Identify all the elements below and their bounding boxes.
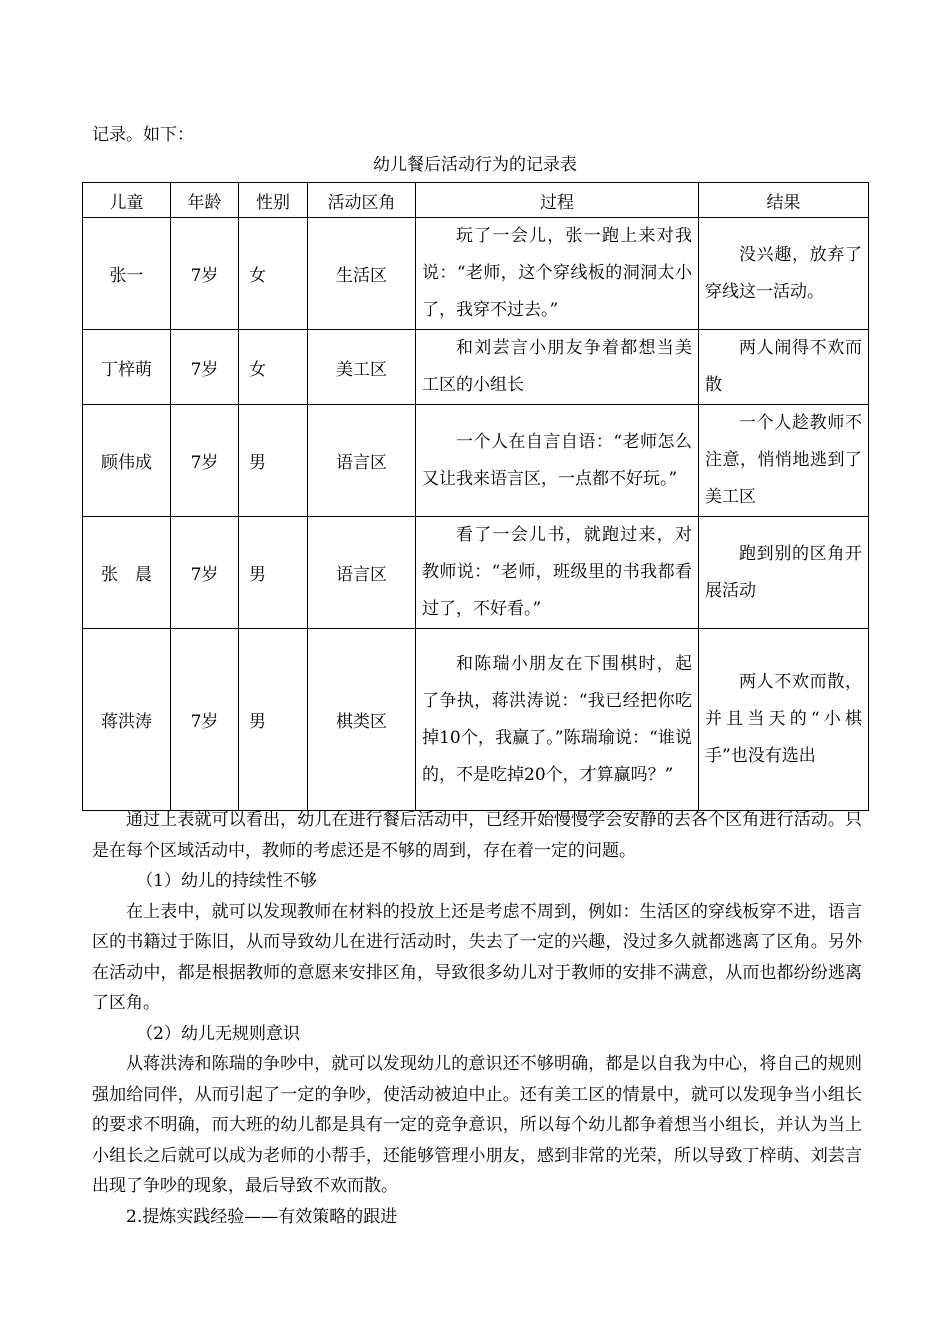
cell-area: 棋类区	[308, 629, 416, 811]
paragraph: 通过上表就可以看出，幼儿在进行餐后活动中，已经开始慢慢学会安静的去各个区角进行活动。只是在每个区域活动中，教师的考虑还是不够的周到，存在着一定的问题。	[92, 810, 862, 861]
paragraph: 从蒋洪涛和陈瑞的争吵中，就可以发现幼儿的意识还不够明确，都是以自我为中心，将自己的规则强加给同伴，从而引起了一定的争吵，使活动被迫中止。还有美工区的情景中，就可以发现争当小组长的要求不明确，而大班的幼儿都是具有一定的竞争意识，所以每个幼儿都争着想当小组长，并认为当上小组长之后就可以成为老师的小帮手，还能够管理小朋友，感到非常的光荣，所以导致丁梓萌、刘芸言出现了争吵的现象，最后导致不欢而散。	[92, 1054, 862, 1196]
header-process: 过程	[416, 183, 699, 218]
cell-result: 两人闹得不欢而散	[699, 330, 869, 405]
cell-name: 蒋洪涛	[83, 629, 171, 811]
intro-text: 记录。如下：	[92, 125, 194, 145]
cell-area: 语言区	[308, 405, 416, 517]
header-result: 结果	[699, 183, 869, 218]
table-row	[83, 218, 869, 330]
table-title: 幼儿餐后活动行为的记录表	[373, 155, 577, 175]
cell-area: 生活区	[308, 218, 416, 330]
cell-process: 看了一会儿书，就跑过来，对教师说：“老师，班级里的书我都看过了，不好看。”	[416, 517, 699, 629]
table-row	[83, 517, 869, 629]
header-child: 儿童	[83, 183, 171, 218]
header-sex: 性别	[239, 183, 308, 218]
cell-sex: 男	[239, 517, 308, 629]
cell-result: 跑到别的区角开展活动	[699, 517, 869, 629]
cell-process: 和陈瑞小朋友在下围棋时，起了争执，蒋洪涛说：“我已经把你吃掉10个，我赢了。”陈瑞瑜说：“谁说的，不是吃掉20个，才算赢吗？”	[416, 629, 699, 811]
cell-sex: 男	[239, 405, 308, 517]
cell-result: 两人不欢而散，并且当天的“小棋手”也没有选出	[699, 629, 869, 811]
body-text	[92, 805, 862, 1232]
table-row	[83, 629, 869, 811]
cell-process: 玩了一会儿，张一跑上来对我说：“老师，这个穿线板的洞洞太小了，我穿不过去。”	[416, 218, 699, 330]
cell-result: 没兴趣，放弃了穿线这一活动。	[699, 218, 869, 330]
cell-age: 7岁	[171, 405, 239, 517]
cell-process: 一个人在自言自语：“老师怎么又让我来语言区，一点都不好玩。”	[416, 405, 699, 517]
record-table	[82, 182, 869, 811]
cell-age: 7岁	[171, 517, 239, 629]
section-heading: 2.提炼实践经验——有效策略的跟进	[126, 1206, 398, 1227]
section-heading: （1）幼儿的持续性不够	[136, 871, 318, 891]
table-row	[83, 405, 869, 517]
cell-area: 美工区	[308, 330, 416, 405]
cell-process: 和刘芸言小朋友争着都想当美工区的小组长	[416, 330, 699, 405]
header-area: 活动区角	[308, 183, 416, 218]
cell-sex: 女	[239, 218, 308, 330]
cell-age: 7岁	[171, 330, 239, 405]
cell-name: 丁梓萌	[83, 330, 171, 405]
paragraph: 在上表中，就可以发现教师在材料的投放上还是考虑不周到，例如：生活区的穿线板穿不进，语言区的书籍过于陈旧，从而导致幼儿在进行活动时，失去了一定的兴趣，没过多久就都逃离了区角。另外在活动中，都是根据教师的意愿来安排区角，导致很多幼儿对于教师的安排不满意，从而也都纷纷逃离了区角。	[92, 901, 862, 1013]
section-heading: （2）幼儿无规则意识	[136, 1023, 301, 1044]
cell-age: 7岁	[171, 629, 239, 811]
cell-name: 顾伟成	[83, 405, 171, 517]
cell-sex: 男	[239, 629, 308, 811]
cell-sex: 女	[239, 330, 308, 405]
cell-age: 7岁	[171, 218, 239, 330]
table-header-row	[83, 183, 869, 218]
cell-area: 语言区	[308, 517, 416, 629]
cell-result: 一个人趁教师不注意，悄悄地逃到了美工区	[699, 405, 869, 517]
header-age: 年龄	[171, 183, 239, 218]
cell-name: 张一	[83, 218, 171, 330]
cell-name: 张 晨	[83, 517, 171, 629]
table-row	[83, 330, 869, 405]
